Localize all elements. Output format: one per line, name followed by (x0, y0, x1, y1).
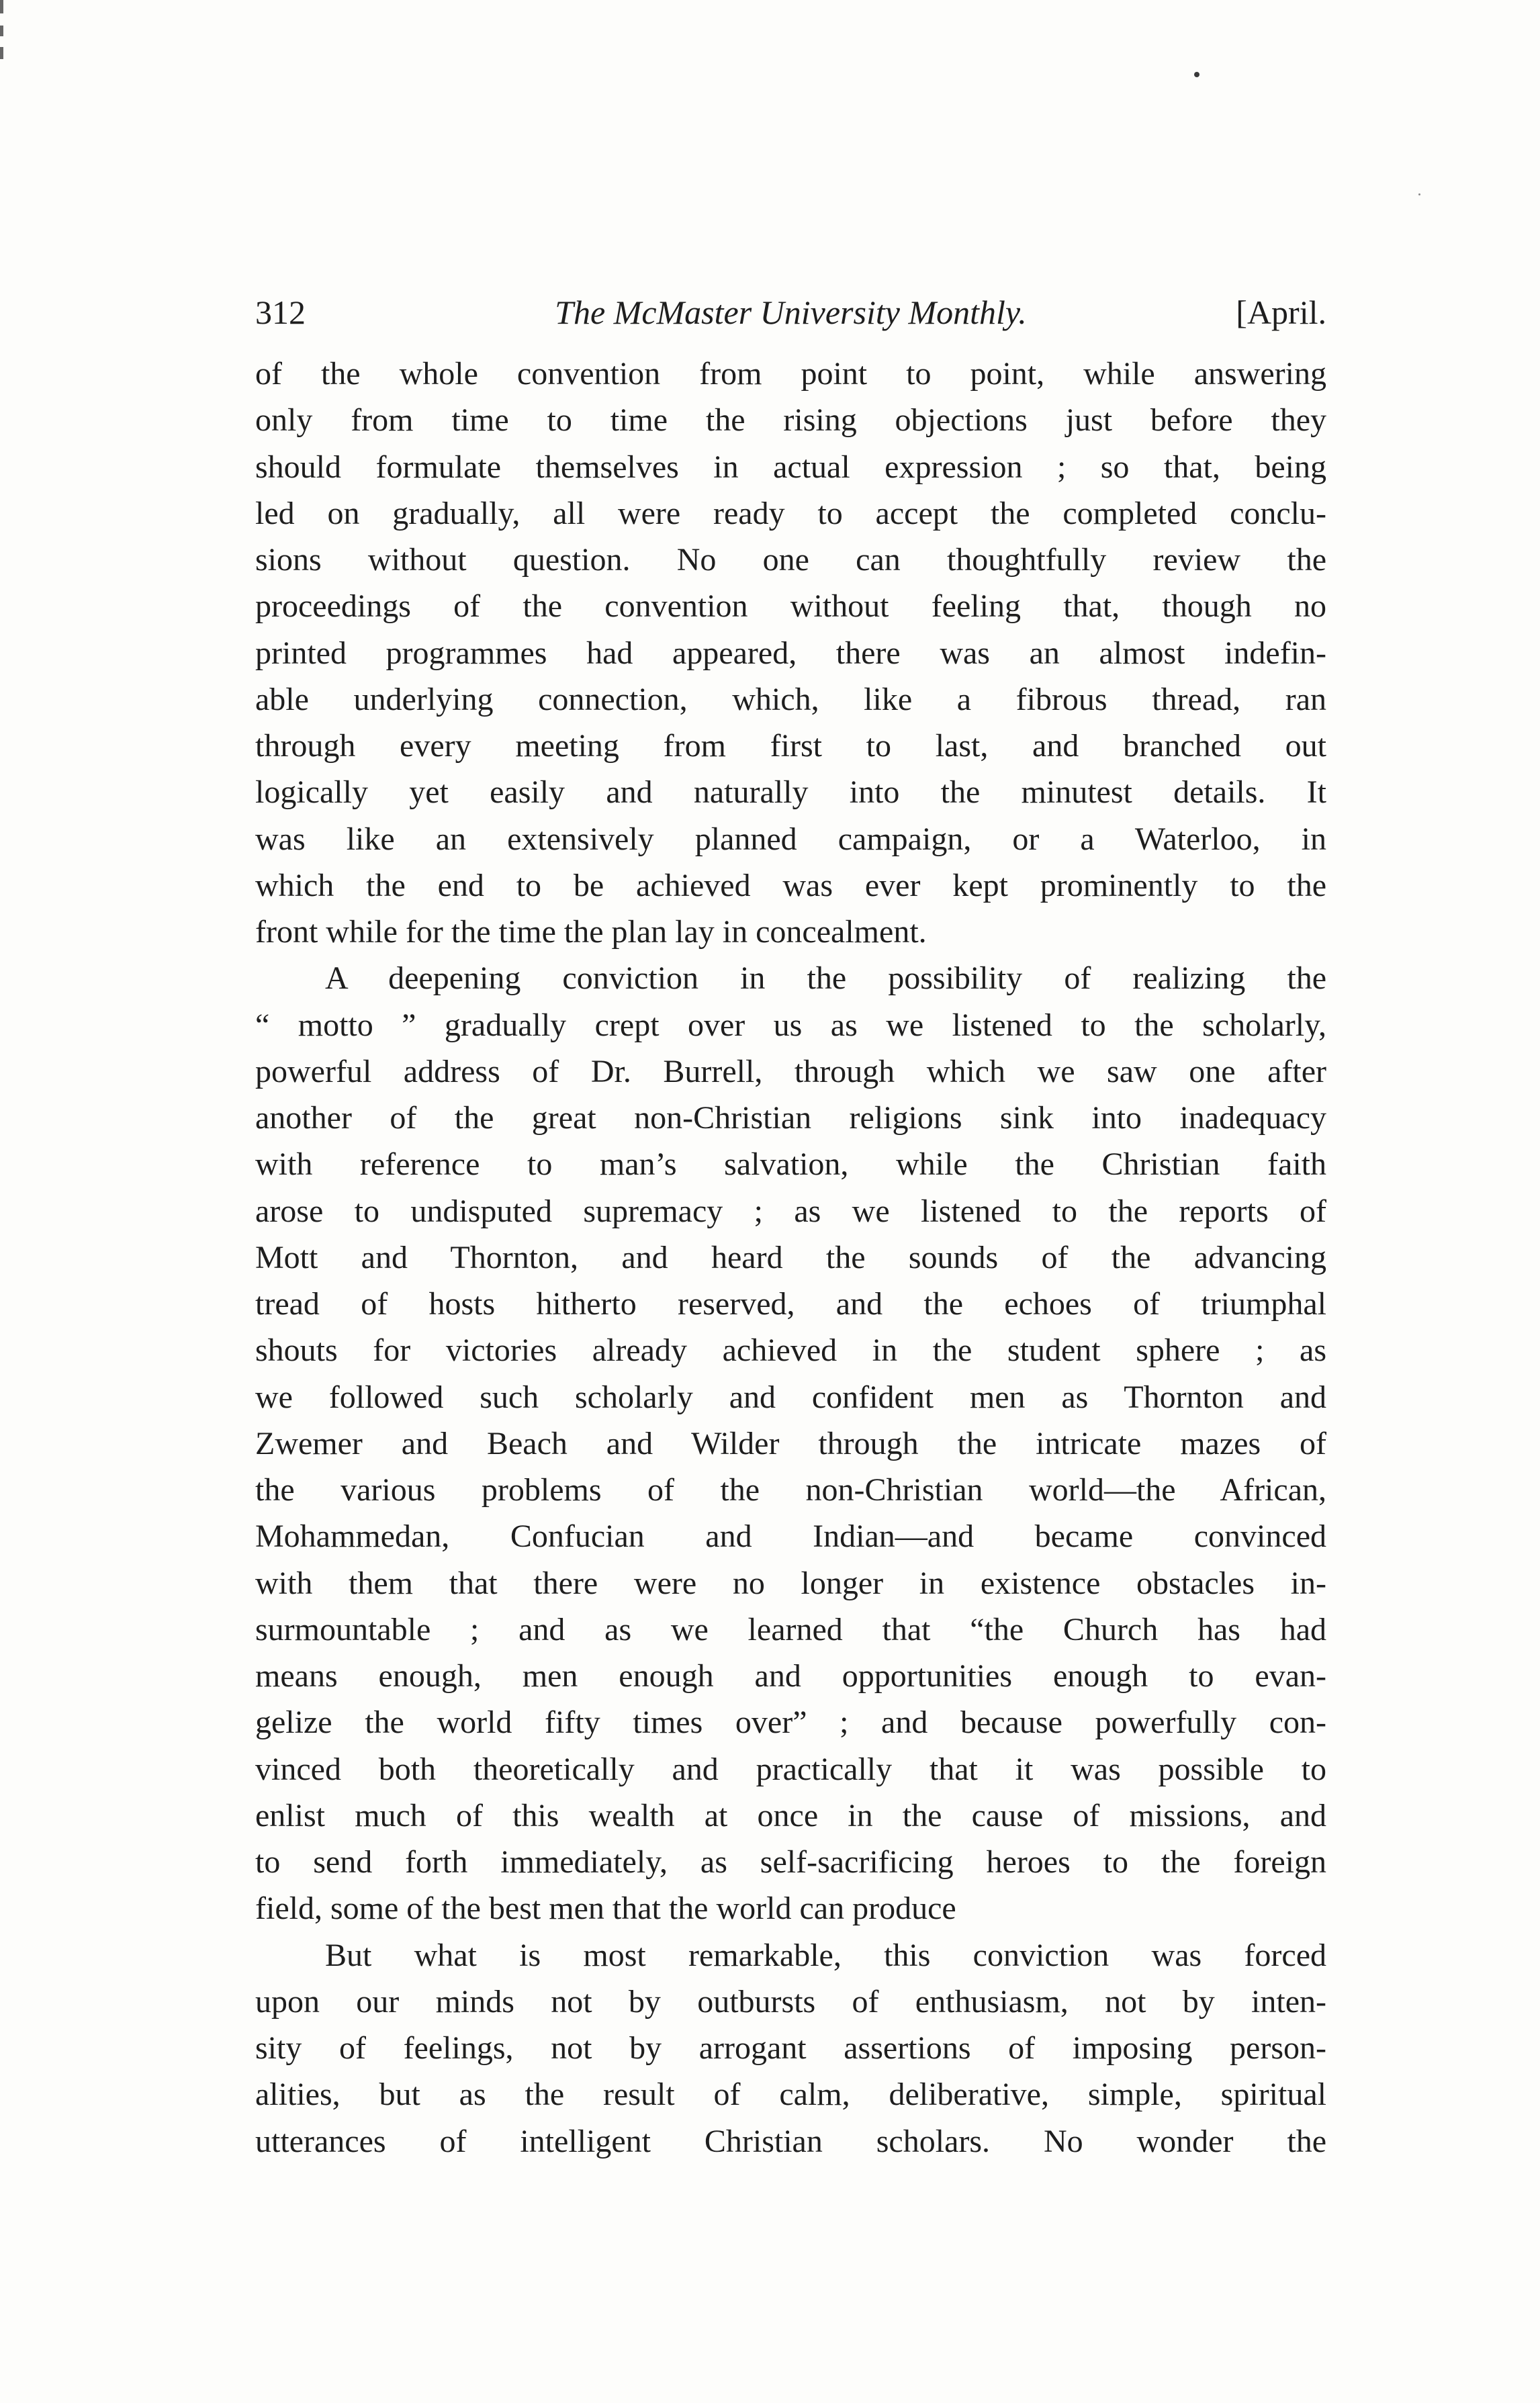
issue-month: [April. (1236, 293, 1326, 331)
text-line: A deepening conviction in the possibility of realizing the (325, 960, 1326, 997)
text-line: Mohammedan, Confucian and Indian—and became convinced (255, 1518, 1326, 1555)
ink-speck (1418, 193, 1420, 195)
text-line: Zwemer and Beach and Wilder through the intricate mazes of (255, 1425, 1326, 1461)
text-line: Mott and Thornton, and heard the sounds of the advancing (255, 1239, 1326, 1275)
text-line: only from time to time the rising objections just before they (255, 402, 1326, 439)
text-line: the various problems of the non-Christian world—the African, (255, 1472, 1326, 1508)
body-text (255, 351, 1326, 2165)
text-line: printed programmes had appeared, there was an almost indefin- (255, 635, 1326, 671)
text-line: through every meeting from first to last, and branched out (255, 728, 1326, 764)
text-line: sity of feelings, not by arrogant assertions of imposing person- (255, 2030, 1326, 2066)
text-line: with them that there were no longer in existence obstacles in- (255, 1565, 1326, 1601)
text-line: alities, but as the result of calm, deliberative, simple, spiritual (255, 2077, 1326, 2113)
text-line: of the whole convention from point to point, while answering (255, 356, 1326, 392)
text-line: able underlying connection, which, like a fibrous thread, ran (255, 681, 1326, 717)
scan-edge-mark (0, 26, 3, 36)
text-line: surmountable ; and as we learned that “the Church has had (255, 1611, 1326, 1647)
text-line: we followed such scholarly and confident men as Thornton and (255, 1379, 1326, 1415)
text-line: arose to undisputed supremacy ; as we listened to the reports of (255, 1193, 1326, 1229)
running-header (255, 285, 1326, 339)
ink-speck (1194, 72, 1199, 77)
text-line: upon our minds not by outbursts of enthusiasm, not by inten- (255, 1983, 1326, 2020)
text-line: “ motto ” gradually crept over us as we listened to the scholarly, (255, 1007, 1326, 1043)
text-line: led on gradually, all were ready to accept the completed conclu- (255, 495, 1326, 531)
text-line: tread of hosts hitherto reserved, and the echoes of triumphal (255, 1286, 1326, 1322)
text-line: field, some of the best men that the world can produce (255, 1891, 956, 1927)
text-line: enlist much of this wealth at once in the cause of missions, and (255, 1797, 1326, 1833)
text-line: was like an extensively planned campaign, or a Waterloo, in (255, 821, 1326, 857)
text-line: means enough, men enough and opportunities enough to evan- (255, 1658, 1326, 1694)
text-line: logically yet easily and naturally into the minutest details. It (255, 774, 1326, 811)
page-number: 312 (255, 293, 306, 331)
text-line: should formulate themselves in actual expression ; so that, being (255, 449, 1326, 485)
text-line: proceedings of the convention without feeling that, though no (255, 588, 1326, 625)
text-line: gelize the world fifty times over” ; and because powerfully con- (255, 1705, 1326, 1741)
text-line: to send forth immediately, as self-sacrificing heroes to the foreign (255, 1844, 1326, 1880)
text-line: which the end to be achieved was ever kept prominently to the (255, 867, 1326, 903)
text-line: But what is most remarkable, this conviction was forced (325, 1937, 1326, 1973)
running-title: The McMaster University Monthly. (555, 293, 1027, 331)
text-line: shouts for victories already achieved in the student sphere ; as (255, 1332, 1326, 1369)
text-line: another of the great non-Christian religions sink into inadequacy (255, 1100, 1326, 1136)
text-line: powerful address of Dr. Burrell, through which we saw one after (255, 1053, 1326, 1089)
text-line: utterances of intelligent Christian scholars. No wonder the (255, 2123, 1326, 2159)
text-line: vinced both theoretically and practically that it was possible to (255, 1751, 1326, 1787)
scan-edge-mark (0, 47, 3, 59)
scan-edge-mark (0, 0, 3, 13)
text-line: front while for the time the plan lay in concealment. (255, 914, 927, 950)
text-line: with reference to man’s salvation, while the Christian faith (255, 1146, 1326, 1183)
text-line: sions without question. No one can thoughtfully review the (255, 542, 1326, 578)
